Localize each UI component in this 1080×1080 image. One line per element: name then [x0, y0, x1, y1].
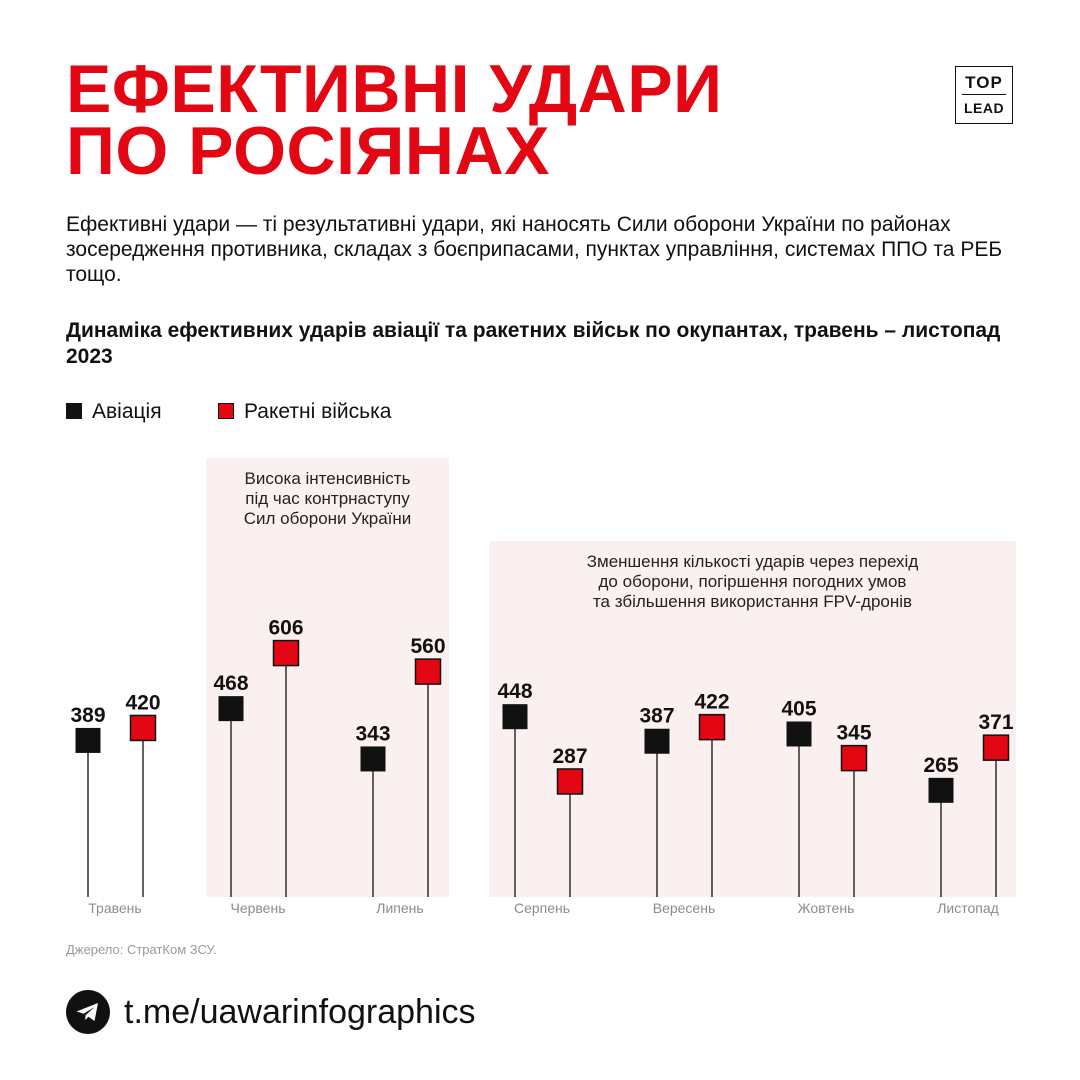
- marker-aviation-1: [76, 728, 101, 753]
- chart-title: Динаміка ефективних ударів авіації та ракетних військ по окупантах, травень – листопад 2023: [66, 319, 1001, 368]
- marker-missile-3: [416, 659, 441, 684]
- marker-aviation-2: [219, 696, 244, 721]
- annotation-2-line-1: Зменшення кількості ударів через перехід: [586, 552, 919, 571]
- logo-divider: [962, 94, 1006, 95]
- annotation-1-line-1: Висока інтенсивність: [244, 469, 411, 488]
- legend-item-missile: [218, 398, 391, 426]
- legend-item-aviation: [66, 398, 162, 426]
- value-label-aviation-7: 265: [923, 753, 959, 777]
- logo-top-text: TOP: [965, 73, 1003, 92]
- marker-missile-6: [842, 746, 867, 771]
- source-note: Джерело: СтратКом ЗСУ.: [66, 942, 217, 957]
- logo-bottom-text: LEAD: [963, 100, 1005, 116]
- category-label-7: Листопад: [937, 900, 999, 916]
- marker-aviation-3: [361, 746, 386, 771]
- value-label-missile-2: 606: [268, 616, 304, 640]
- value-label-aviation-3: 343: [355, 722, 391, 746]
- legend-label-aviation: Авіація: [92, 400, 162, 423]
- legend-swatch-missile: [218, 403, 234, 419]
- marker-missile-4: [558, 769, 583, 794]
- lollipop-chart: [0, 440, 1080, 930]
- top-lead-logo: [955, 66, 1013, 124]
- value-label-missile-7: 371: [978, 711, 1014, 735]
- value-label-missile-1: 420: [125, 691, 161, 715]
- telegram-link[interactable]: t.me/uawarinfographics: [124, 993, 476, 1031]
- marker-missile-5: [700, 715, 725, 740]
- value-label-aviation-5: 387: [639, 704, 675, 728]
- annotation-2-line-3: та збільшення використання FPV-дронів: [592, 592, 913, 611]
- marker-missile-2: [274, 641, 299, 666]
- title-line-2: ПО РОСІЯНАХ: [66, 113, 550, 189]
- category-label-4: Серпень: [513, 900, 571, 916]
- value-label-missile-4: 287: [552, 744, 588, 768]
- telegram-icon: [66, 990, 110, 1034]
- marker-missile-7: [984, 735, 1009, 760]
- value-label-aviation-2: 468: [213, 672, 249, 696]
- category-label-5: Вересень: [652, 900, 716, 916]
- marker-aviation-5: [645, 729, 670, 754]
- intro-text: Ефективні удари — ті результативні удари, які наносять Сили оборони України по районах зосередження противника, складах з боєприпасами, пунктах управління, системах ППО та РЕБ тощо.: [66, 213, 1003, 286]
- annotation-1-line-2: під час контрнаступу: [245, 489, 410, 508]
- category-label-3: Липень: [376, 900, 424, 916]
- marker-aviation-7: [929, 778, 954, 803]
- title-line-1: ЕФЕКТИВНІ УДАРИ: [66, 51, 723, 127]
- value-label-missile-6: 345: [836, 721, 872, 745]
- value-label-aviation-4: 448: [497, 680, 533, 704]
- category-label-2: Червень: [230, 900, 286, 916]
- value-label-aviation-1: 389: [70, 703, 106, 727]
- marker-aviation-4: [503, 704, 528, 729]
- value-label-missile-3: 560: [410, 635, 446, 659]
- annotation-2-line-2: до оборони, погіршення погодних умов: [598, 572, 907, 591]
- marker-aviation-6: [787, 721, 812, 746]
- legend-swatch-aviation: [66, 403, 82, 419]
- annotation-1-line-3: Сил оборони України: [243, 509, 412, 528]
- category-label-6: Жовтень: [797, 900, 855, 916]
- legend-label-missile: Ракетні війська: [244, 400, 392, 423]
- value-label-missile-5: 422: [694, 690, 730, 714]
- value-label-aviation-6: 405: [781, 697, 817, 721]
- category-label-1: Травень: [88, 900, 142, 916]
- marker-missile-1: [131, 715, 156, 740]
- page-title: [66, 51, 926, 189]
